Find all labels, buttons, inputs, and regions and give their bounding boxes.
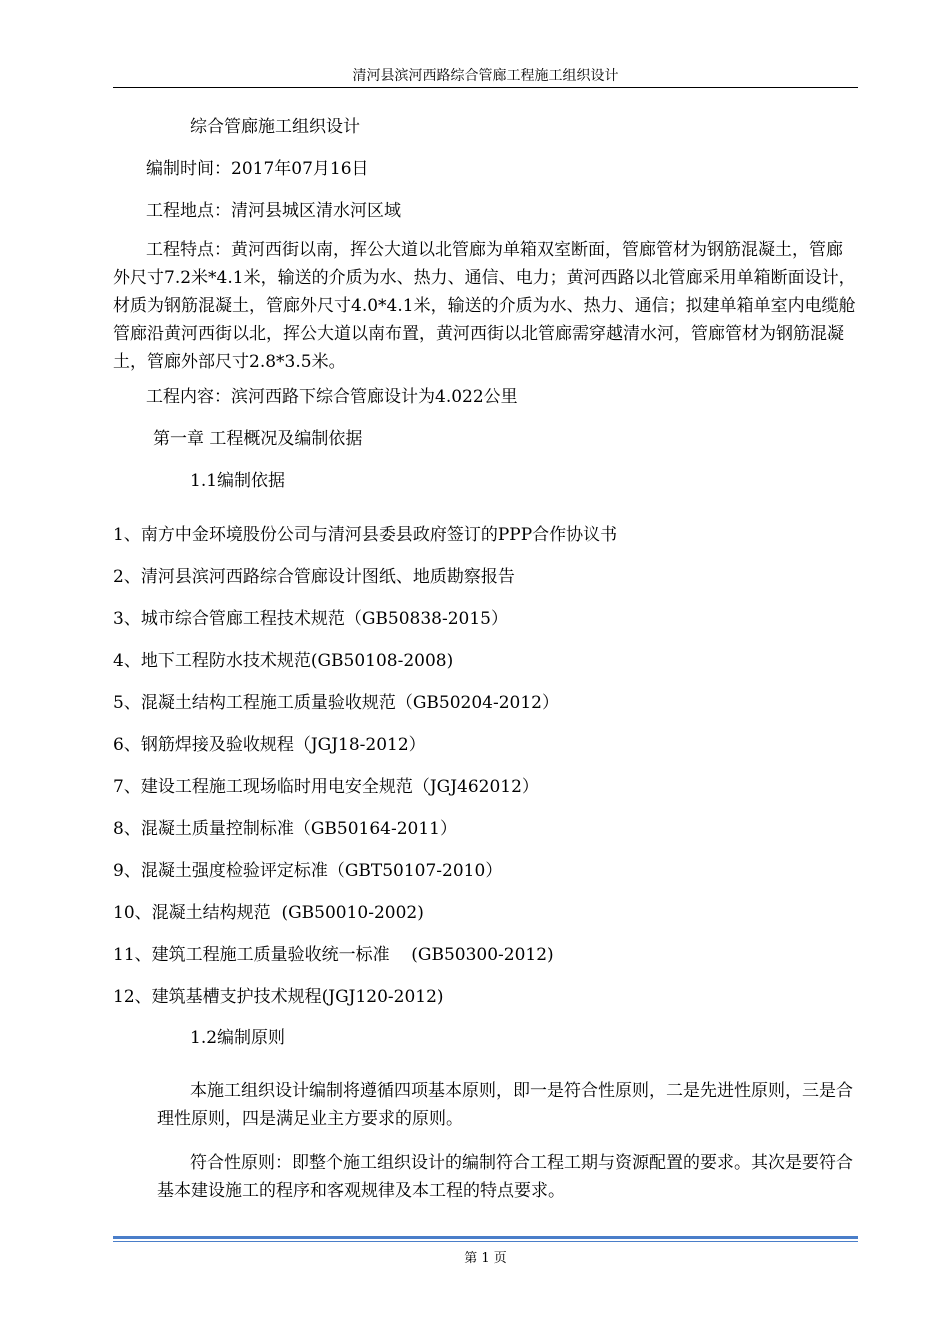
section-heading-1-1: 1.1编制依据 bbox=[190, 471, 286, 491]
chapter-title: 第一章 工程概况及编制依据 bbox=[153, 429, 363, 449]
footer-divider-thick bbox=[113, 1236, 858, 1239]
list-item: 6、钢筋焊接及验收规程（JGJ18-2012） bbox=[113, 735, 426, 755]
compile-time: 编制时间：2017年07月16日 bbox=[146, 159, 369, 179]
principle-intro: 本施工组织设计编制将遵循四项基本原则，即一是符合性原则，二是先进性原则，三是合理性原则，四是满足业主方要求的原则。 bbox=[157, 1081, 853, 1129]
principle-conformity: 符合性原则：即整个施工组织设计的编制符合工程工期与资源配置的要求。其次是要符合基本建设施工的程序和客观规律及本工程的特点要求。 bbox=[157, 1153, 853, 1201]
list-item: 3、城市综合管廊工程技术规范（GB50838-2015） bbox=[113, 609, 508, 629]
section-heading-1-2: 1.2编制原则 bbox=[190, 1028, 286, 1048]
doc-title: 综合管廊施工组织设计 bbox=[190, 117, 360, 137]
project-features: 工程特点：黄河西街以南，挥公大道以北管廊为单箱双室断面，管廊管材为钢筋混凝土，管廊外尺寸7.2米*4.1米，输送的介质为水、热力、通信、电力；黄河西路以北管廊采用单箱断面设计，材质为钢筋混凝土，管廊外尺寸4.0*4.1米，输送的介质为水、热力、通信；拟建单箱单室内电缆舱管廊沿黄河西街以北，挥公大道以南布置，黄河西街以北管廊需穿越清水河，管廊管材为钢筋混凝土，管廊外部尺寸2.8*3.5米。 bbox=[113, 240, 856, 372]
project-location: 工程地点：清河县城区清水河区域 bbox=[146, 201, 401, 221]
list-item: 12、建筑基槽支护技术规程(JGJ120-2012) bbox=[113, 987, 444, 1007]
footer-divider-thin bbox=[113, 1241, 858, 1242]
page-number: 第 1 页 bbox=[464, 1251, 507, 1266]
list-item: 8、混凝土质量控制标准（GB50164-2011） bbox=[113, 819, 457, 839]
running-header-title: 清河县滨河西路综合管廊工程施工组织设计 bbox=[352, 68, 619, 84]
list-item: 7、建设工程施工现场临时用电安全规范（JGJ462012） bbox=[113, 777, 539, 797]
list-item: 1、南方中金环境股份公司与清河县委县政府签订的PPP合作协议书 bbox=[113, 525, 618, 545]
list-item: 5、混凝土结构工程施工质量验收规范（GB50204-2012） bbox=[113, 693, 559, 713]
header-divider bbox=[113, 87, 858, 88]
project-content: 工程内容：滨河西路下综合管廊设计为4.022公里 bbox=[146, 387, 518, 407]
list-item: 9、混凝土强度检验评定标准（GBT50107-2010） bbox=[113, 861, 503, 881]
list-item: 4、地下工程防水技术规范(GB50108-2008) bbox=[113, 651, 454, 671]
list-item: 10、混凝土结构规范 (GB50010-2002) bbox=[113, 903, 424, 923]
list-item: 11、建筑工程施工质量验收统一标准 (GB50300-2012) bbox=[113, 945, 554, 965]
list-item: 2、清河县滨河西路综合管廊设计图纸、地质勘察报告 bbox=[113, 567, 515, 587]
